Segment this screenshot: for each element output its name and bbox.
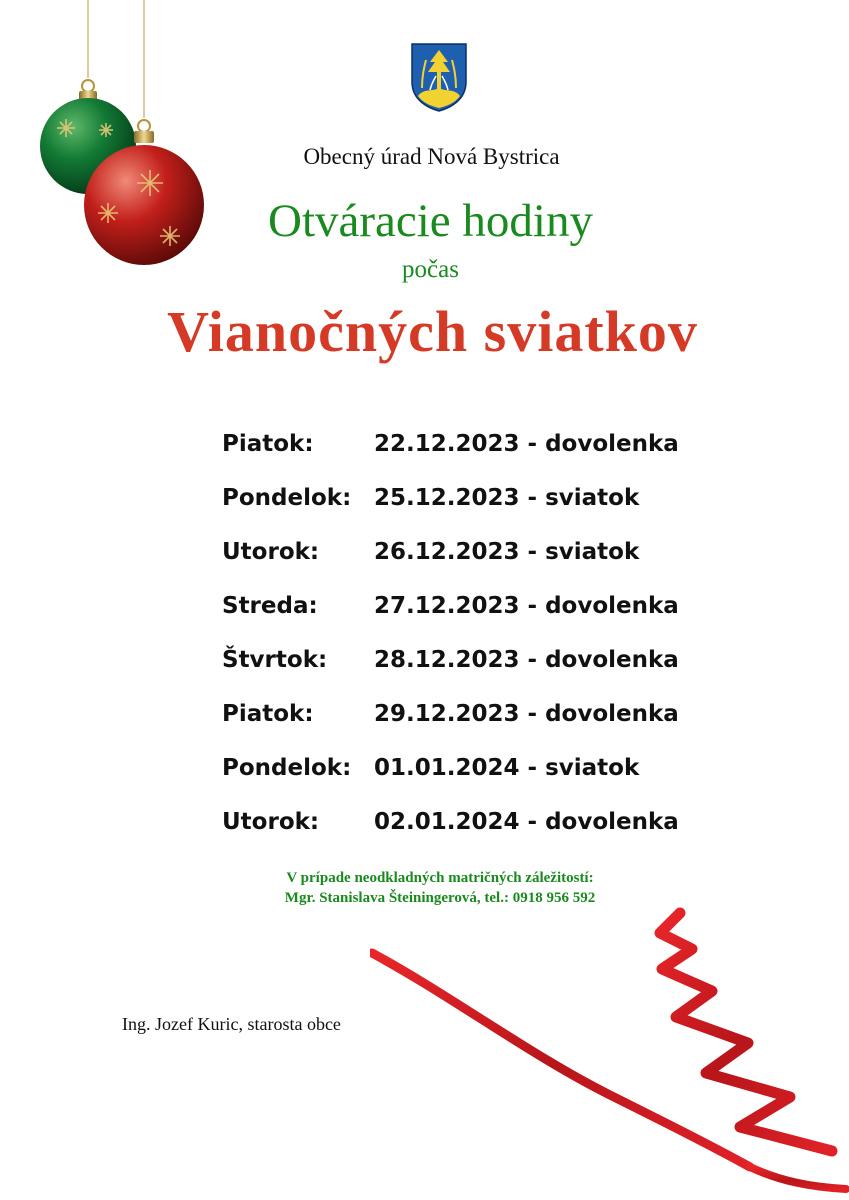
schedule-day: Pondelok: bbox=[222, 485, 352, 511]
schedule-row bbox=[222, 417, 742, 471]
schedule-row bbox=[222, 525, 742, 579]
schedule-entry: 02.01.2024 - dovolenka bbox=[374, 809, 679, 835]
schedule-entry: 25.12.2023 - sviatok bbox=[374, 485, 640, 511]
note-line-2: Mgr. Stanislava Šteiningerová, tel.: 0918 956 592 bbox=[284, 890, 596, 906]
schedule-day: Piatok: bbox=[222, 431, 314, 457]
signature: Ing. Jozef Kuric, starosta obce bbox=[122, 1014, 341, 1034]
schedule-day: Pondelok: bbox=[222, 755, 352, 781]
subheadline: počas bbox=[402, 256, 459, 283]
schedule-entry: 26.12.2023 - sviatok bbox=[374, 539, 640, 565]
schedule-entry: 28.12.2023 - dovolenka bbox=[374, 647, 679, 673]
opening-hours-schedule bbox=[222, 417, 742, 849]
schedule-row bbox=[222, 687, 742, 741]
note-line-1: V prípade neodkladných matričných záležitostí: bbox=[286, 870, 594, 886]
schedule-row bbox=[222, 795, 742, 849]
holiday-title: Vianočných sviatkov bbox=[167, 299, 698, 364]
schedule-day: Utorok: bbox=[222, 809, 320, 835]
schedule-day: Piatok: bbox=[222, 701, 314, 727]
schedule-entry: 27.12.2023 - dovolenka bbox=[374, 593, 679, 619]
schedule-day: Streda: bbox=[222, 593, 318, 619]
emergency-contact-note bbox=[0, 868, 849, 908]
schedule-row bbox=[222, 741, 742, 795]
schedule-row bbox=[222, 633, 742, 687]
schedule-day: Štvrtok: bbox=[222, 647, 328, 673]
schedule-entry: 29.12.2023 - dovolenka bbox=[374, 701, 679, 727]
schedule-entry: 22.12.2023 - dovolenka bbox=[374, 431, 679, 457]
office-name: Obecný úrad Nová Bystrica bbox=[303, 144, 560, 169]
headline: Otváracie hodiny bbox=[268, 195, 593, 247]
coat-of-arms-icon bbox=[410, 42, 468, 112]
ribbon-tree-icon bbox=[370, 905, 849, 1200]
schedule-day: Utorok: bbox=[222, 539, 320, 565]
schedule-row bbox=[222, 579, 742, 633]
schedule-entry: 01.01.2024 - sviatok bbox=[374, 755, 640, 781]
schedule-row bbox=[222, 471, 742, 525]
